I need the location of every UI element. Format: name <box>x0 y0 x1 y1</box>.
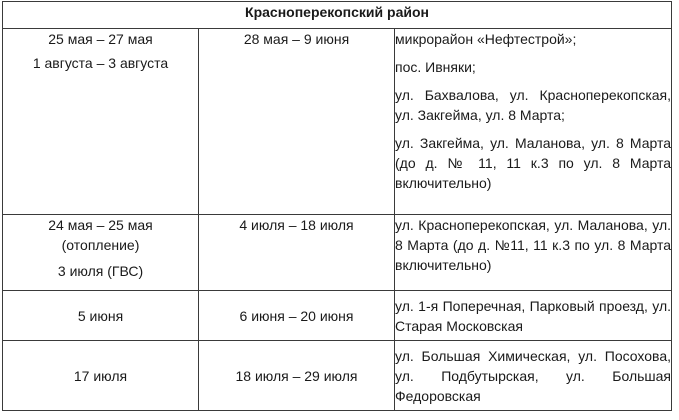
date-text: 25 мая – 27 мая <box>48 31 153 47</box>
address-text: ул. Бахвалова, ул. Красноперекопская, ул. Закгейма, ул. 8 Марта; <box>395 87 672 123</box>
date-text: 24 мая – 25 мая <box>48 217 153 233</box>
address-text: пос. Ивняки; <box>395 59 476 75</box>
header-row <box>3 2 672 29</box>
address-text: микрорайон «Нефтестрой»; <box>395 31 577 47</box>
repair-dates-cell: 28 мая – 9 июня <box>199 29 395 215</box>
district-title: Красноперекопский район <box>3 2 672 29</box>
addresses-cell <box>395 215 672 291</box>
address-text: ул. Закгейма, ул. Маланова, ул. 8 Марта (до д. № 11, 11 к.3 по ул. 8 Марта включительно) <box>395 135 672 191</box>
table-row <box>3 29 672 215</box>
addresses-cell <box>395 29 672 215</box>
address-text: ул. 1-я Поперечная, Парковый проезд, ул. Старая Московская <box>395 297 672 334</box>
shutdown-dates-cell <box>3 341 199 411</box>
table-row <box>3 341 672 411</box>
table-row <box>3 215 672 291</box>
addresses-cell <box>395 341 672 411</box>
repair-dates-cell: 6 июня – 20 июня <box>199 291 395 341</box>
shutdown-dates-cell <box>3 29 199 215</box>
address-text: ул. Красноперекопская, ул. Маланова, ул. 8 Марта (до д. №11, 11 к.3 по ул. 8 Марта включительно) <box>395 217 672 273</box>
date-text: (отопление) <box>61 237 140 253</box>
date-text: 17 июля <box>73 367 128 384</box>
date-text: 5 июня <box>77 307 124 324</box>
date-text: 1 августа – 3 августа <box>32 55 169 71</box>
table-row <box>3 291 672 341</box>
schedule-table <box>2 1 672 411</box>
address-text: ул. Большая Химическая, ул. Посохова, ул. Подбутырская, ул. Большая Федоровская <box>395 347 672 404</box>
addresses-cell <box>395 291 672 341</box>
repair-dates-cell: 4 июля – 18 июля <box>199 215 395 291</box>
shutdown-dates-cell <box>3 291 199 341</box>
repair-dates-cell: 18 июля – 29 июля <box>199 341 395 411</box>
shutdown-dates-cell <box>3 215 199 291</box>
date-text: 3 июля (ГВС) <box>57 263 144 279</box>
